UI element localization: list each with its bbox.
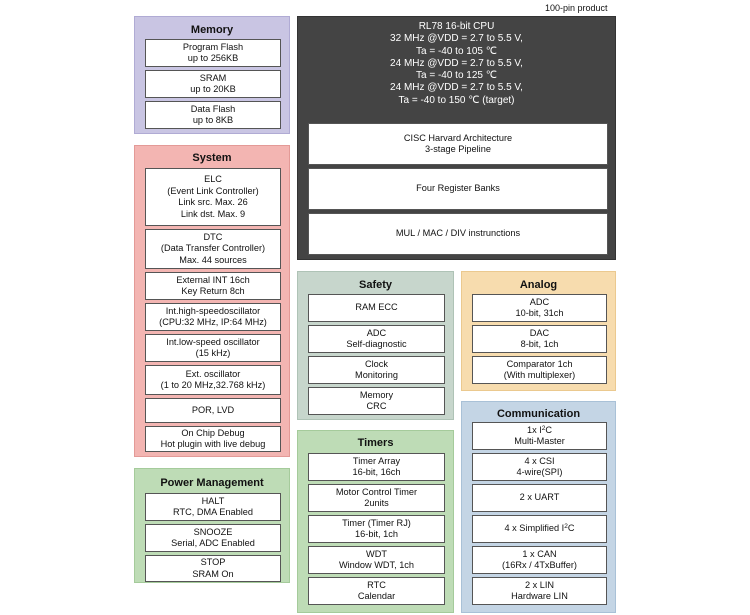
cpu-register-banks: Four Register Banks — [308, 168, 608, 210]
timers-group — [297, 430, 454, 613]
power-halt: HALT RTC, DMA Enabled — [145, 493, 281, 521]
comm-can: 1 x CAN (16Rx / 4TxBuffer) — [472, 546, 607, 574]
power-snooze: SNOOZE Serial, ADC Enabled — [145, 524, 281, 552]
system-group — [134, 145, 290, 457]
comm-uart: 2 x UART — [472, 484, 607, 512]
system-external-int: External INT 16ch Key Return 8ch — [145, 272, 281, 300]
safety-ram-ecc: RAM ECC — [308, 294, 445, 322]
comm-csi: 4 x CSI 4-wire(SPI) — [472, 453, 607, 481]
memory-program-flash: Program Flash up to 256KB — [145, 39, 281, 67]
system-high-speed-oscillator: Int.high-speedoscillator (CPU:32 MHz, IP:64 MHz) — [145, 303, 281, 331]
communication-title: Communication — [496, 408, 581, 420]
cpu-group — [297, 16, 616, 260]
system-por-lvd: POR, LVD — [145, 398, 281, 423]
system-dtc: DTC (Data Transfer Controller) Max. 44 sources — [145, 229, 281, 269]
safety-title: Safety — [358, 279, 393, 291]
safety-adc-self-diagnostic: ADC Self-diagnostic — [308, 325, 445, 353]
cpu-mul-mac-div: MUL / MAC / DIV instrunctions — [308, 213, 608, 255]
system-on-chip-debug: On Chip Debug Hot plugin with live debug — [145, 426, 281, 452]
system-low-speed-oscillator: Int.low-speed oscillator (15 kHz) — [145, 334, 281, 362]
timers-title: Timers — [357, 437, 394, 449]
memory-title: Memory — [190, 24, 234, 36]
timers-timer-rj: Timer (Timer RJ) 16-bit, 1ch — [308, 515, 445, 543]
timers-rtc: RTC Calendar — [308, 577, 445, 605]
communication-group — [461, 401, 616, 613]
product-label: 100-pin product — [545, 3, 608, 13]
timers-motor-control: Motor Control Timer 2units — [308, 484, 445, 512]
analog-comparator: Comparator 1ch (With multiplexer) — [472, 356, 607, 384]
analog-dac: DAC 8-bit, 1ch — [472, 325, 607, 353]
power-stop: STOP SRAM On — [145, 555, 281, 582]
system-title: System — [192, 152, 232, 164]
analog-group — [461, 271, 616, 391]
power-management-group — [134, 468, 290, 583]
memory-sram: SRAM up to 20KB — [145, 70, 281, 98]
system-ext-oscillator: Ext. oscillator (1 to 20 MHz,32.768 kHz) — [145, 365, 281, 395]
safety-group — [297, 271, 454, 420]
comm-i2c: 1x $I^2C$ Multi-Master — [472, 422, 607, 450]
timers-wdt: WDT Window WDT, 1ch — [308, 546, 445, 574]
analog-title: Analog — [519, 279, 558, 291]
timers-timer-array: Timer Array 16-bit, 16ch — [308, 453, 445, 481]
memory-data-flash: Data Flash up to 8KB — [145, 101, 281, 129]
memory-group — [134, 16, 290, 134]
cpu-cisc-architecture: CISC Harvard Architecture 3-stage Pipeline — [308, 123, 608, 165]
comm-simplified-i2c — [472, 515, 607, 543]
cpu-specs: RL78 16-bit CPU 32 MHz @VDD = 2.7 to 5.5 V, Ta = -40 to 105 ℃ 24 MHz @VDD = 2.7 to 5.5 V, Ta = -40 to 125 ℃ 24 MHz @VDD = 2.7 to 5.5 V, Ta = -40 to 150 ℃ (target) — [390, 21, 523, 106]
comm-simplified-i2c-label: 4 x Simplified $I^2C$ — [504, 523, 575, 534]
comm-lin: 2 x LIN Hardware LIN — [472, 577, 607, 605]
safety-memory-crc: Memory CRC — [308, 387, 445, 415]
comm-i2c-label: 1x $I^2C$ — [526, 424, 553, 435]
power-management-title: Power Management — [160, 477, 264, 489]
system-elc: ELC (Event Link Controller) Link src. Max. 26 Link dst. Max. 9 — [145, 168, 281, 226]
analog-adc: ADC 10-bit, 31ch — [472, 294, 607, 322]
safety-clock-monitoring: Clock Monitoring — [308, 356, 445, 384]
